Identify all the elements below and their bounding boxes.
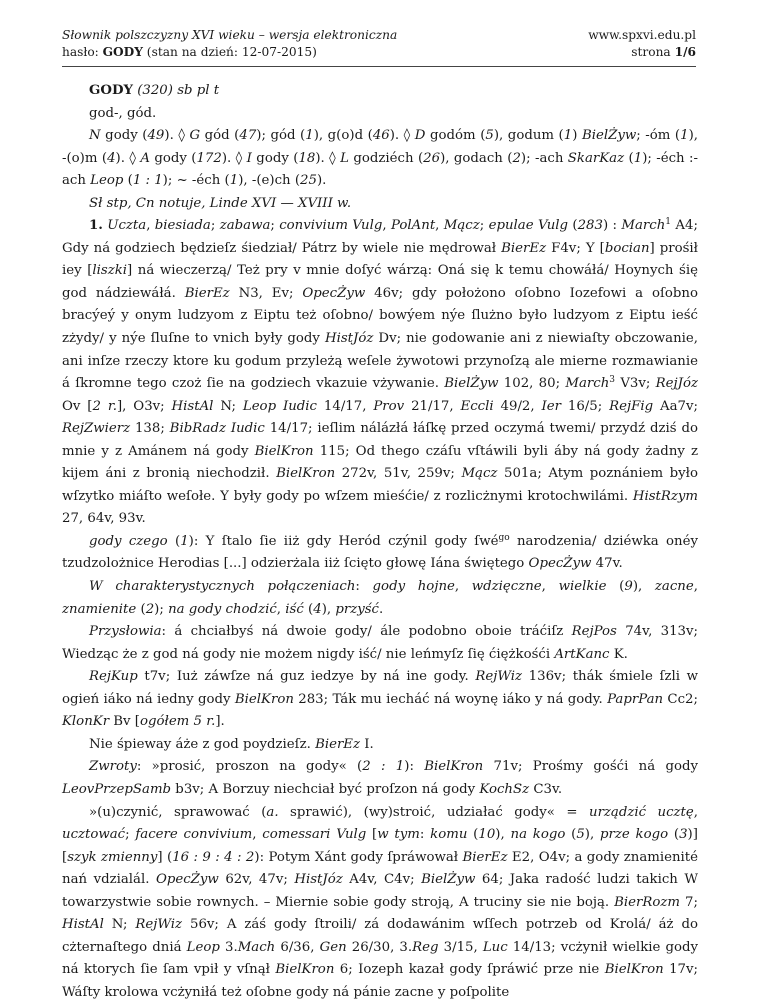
sense-1-collocations: W charakterystycznych połączeniach: gody hojne, wdzięczne, wielkie (9), zacne, znamienite (2); na gody chodzić, iść (4), przyść. [62, 576, 698, 621]
sense-1-gody-czego: gody czego (1): Y ſtalo ſie iiż gdy Heród czýnil gody ſwé$^{go}$ narodzenia/ dziéwka onéy tzudzolożnice Herodias [...] odzierżala iiż ſcięto głowę Iána świętego OpecŻyw 47v. [62, 531, 698, 576]
sense-1-paragraph: 1. Uczta, biesiada; zabawa; convivium Vulg, PolAnt, Mącz; epulae Vulg (283) : March$^1$ A4; Gdy ná godziech będzieſz śiedział/ Pátrz by wiele nie mędrował BierEz F4v; Y [bocian] prośił iey [liszki] ná wieczerzą/ Też pry v mnie doſyć wárzą: Oná się k temu chowáłá/ Hoynych śię god nádziewáłá. BierEz N3, Ev; OpecŻyw 46v; gdy położono oſobno Iozefowi a oſobno bracýeý y onym ludzyom z Eiptu też oſobno/ bowýem nýe ſlużno było ludzyom z Eiptu ieść zżydy/ y nýe ſluſne to vnich były gody HistJóz Dv; nie godowanie ani z niewiaſty obczowanie, ani inſze rzeczy ktore ku godum przyleżą weſele żywotowi przynoſzą ale mierne rozmawianie á ſkromne tego czoż ſie na godziech vkazuie vżywanie. BielŻyw 102, 80; March$^3$ V3v; RejJóz Ov [2 r.], O3v; HistAl N; Leop Iudic 14/17, Prov 21/17, Eccli 49/2, Ier 16/5; RejFig Aa7v; RejZwierz 138; BibRadz Iudic 14/17; ieſlim nálázłá łáſkę przed oczymá twemi/ przydź dziś do mnie y z Amánem ná gody BielKron 115; Od thego czáſu vſtáwili byli áby ná gody żadny z kijem áni z bronią niechodził. BielKron 272v, 51v, 259v; Mącz 501a; Atym poznániem było wſzytko miáſto weſołe. Y były gody po wſzem mieśćie/ z rozlicżnymi krotochwilámi. HistRzym 27, 64v, 93v. [62, 215, 698, 531]
sense-1-quote: Nie śpieway áże z god poydzieſz. BierEz I. [62, 734, 698, 757]
entry-headline [62, 80, 698, 103]
inflection-paragraph: N gody (49). ◊ G gód (47); gód (1), g(o)d (46). ◊ D godóm (5), godum (1) BielŻyw; -óm (1), -(o)m (4). ◊ A gody (172). ◊ I gody (18). ◊ L godziéch (26), godach (2); -ach SkarKaz (1); -éch :-ach Leop (1 : 1); ~ -éch (1), -(e)ch (25). [62, 125, 698, 193]
page-total: 6 [688, 45, 696, 59]
sources-note: Sł stp, Cn notuje, Linde XVI — XVIII w. [62, 193, 698, 216]
site-url[interactable]: www.spxvi.edu.pl [588, 27, 696, 44]
sense-1-zwroty: Zwroty: »prosić, proszon na gody« (2 : 1): BielKron 71v; Prośmy gośći ná gody LeovPrzepSamb b3v; A Borzuy niechciał być proſzon ná gody KochSz C3v. [62, 756, 698, 801]
sense-1-rejkup: RejKup t7v; Iuż záwſze ná guz iedzye by ná ine gody. RejWiz 136v; thák śmiele ſzli w ogień iáko ná iedny gody BielKron 283; Ták mu iecháć ná woynę iáko y ná gody. PaprPan Cc2; KlonKr Bv [ogółem 5 r.]. [62, 666, 698, 734]
page-label: strona [631, 45, 674, 59]
page-sep: / [683, 45, 687, 59]
header-right [588, 27, 696, 61]
header-divider [62, 66, 696, 67]
grammar-info: sb pl t [173, 83, 219, 98]
haslo-label: hasło: [62, 45, 103, 59]
page-current: 1 [675, 45, 683, 59]
haslo-status: (stan na dzień: 12-07-2015) [143, 45, 317, 59]
header-left [62, 27, 397, 61]
stem-forms: god-, gód. [62, 103, 698, 126]
dictionary-title: Słownik polszczyzny XVI wieku – wersja elektroniczna [62, 28, 397, 42]
sense-1-czynic: »(u)czynić, sprawować (a. sprawić), (wy)stroić, udziałać gody« = urządzić ucztę, ucztować; facere convivium, comessari Vulg [w tym: komu (10), na kogo (5), prze kogo (3)] [szyk zmienny] (16 : 9 : 4 : 2): Potym Xánt gody ſpráwował BierEz E2, O4v; a gody znamienité nań vdzialál. OpecŻyw 62v, 47v; HistJóz A4v, C4v; BielŻyw 64; Jaka radość ludzi takich W towarzystwie sobie rownych. – Miernie sobie gody stroją, A truciny sie nie boją. BierRozm 7; HistAl N; RejWiz 56v; A záś gody ſtroili/ zá dodawánim wſſech potrzeb od Krolá/ áż do cżternaſtego dniá Leop 3.Mach 6/36, Gen 26/30, 3.Reg 3/15, Luc 14/13; vcżynił wielkie gody ná ktorych ſie ſam vpił y vſnął BielKron 6; Iozeph kazał gody ſpráwić prze nie BielKron 17v; Wáſty krolowa vcżyniłá też oſobne gody ná pánie zacne y poſpolite [62, 802, 698, 1004]
frequency: (320) [137, 83, 173, 98]
entry-body [62, 80, 698, 1004]
sense-1-proverbs: Przysłowia: á chciałbyś ná dwoie gody/ ále podobno oboie tráćiſz RejPos 74v, 313v; Wiedząc że z god ná gody nie możem nigdy iść/ nie leńmyſz ſię ćiężkośći ArtKanc K. [62, 621, 698, 666]
headword: GODY [89, 83, 133, 98]
haslo-word: GODY [103, 45, 143, 59]
